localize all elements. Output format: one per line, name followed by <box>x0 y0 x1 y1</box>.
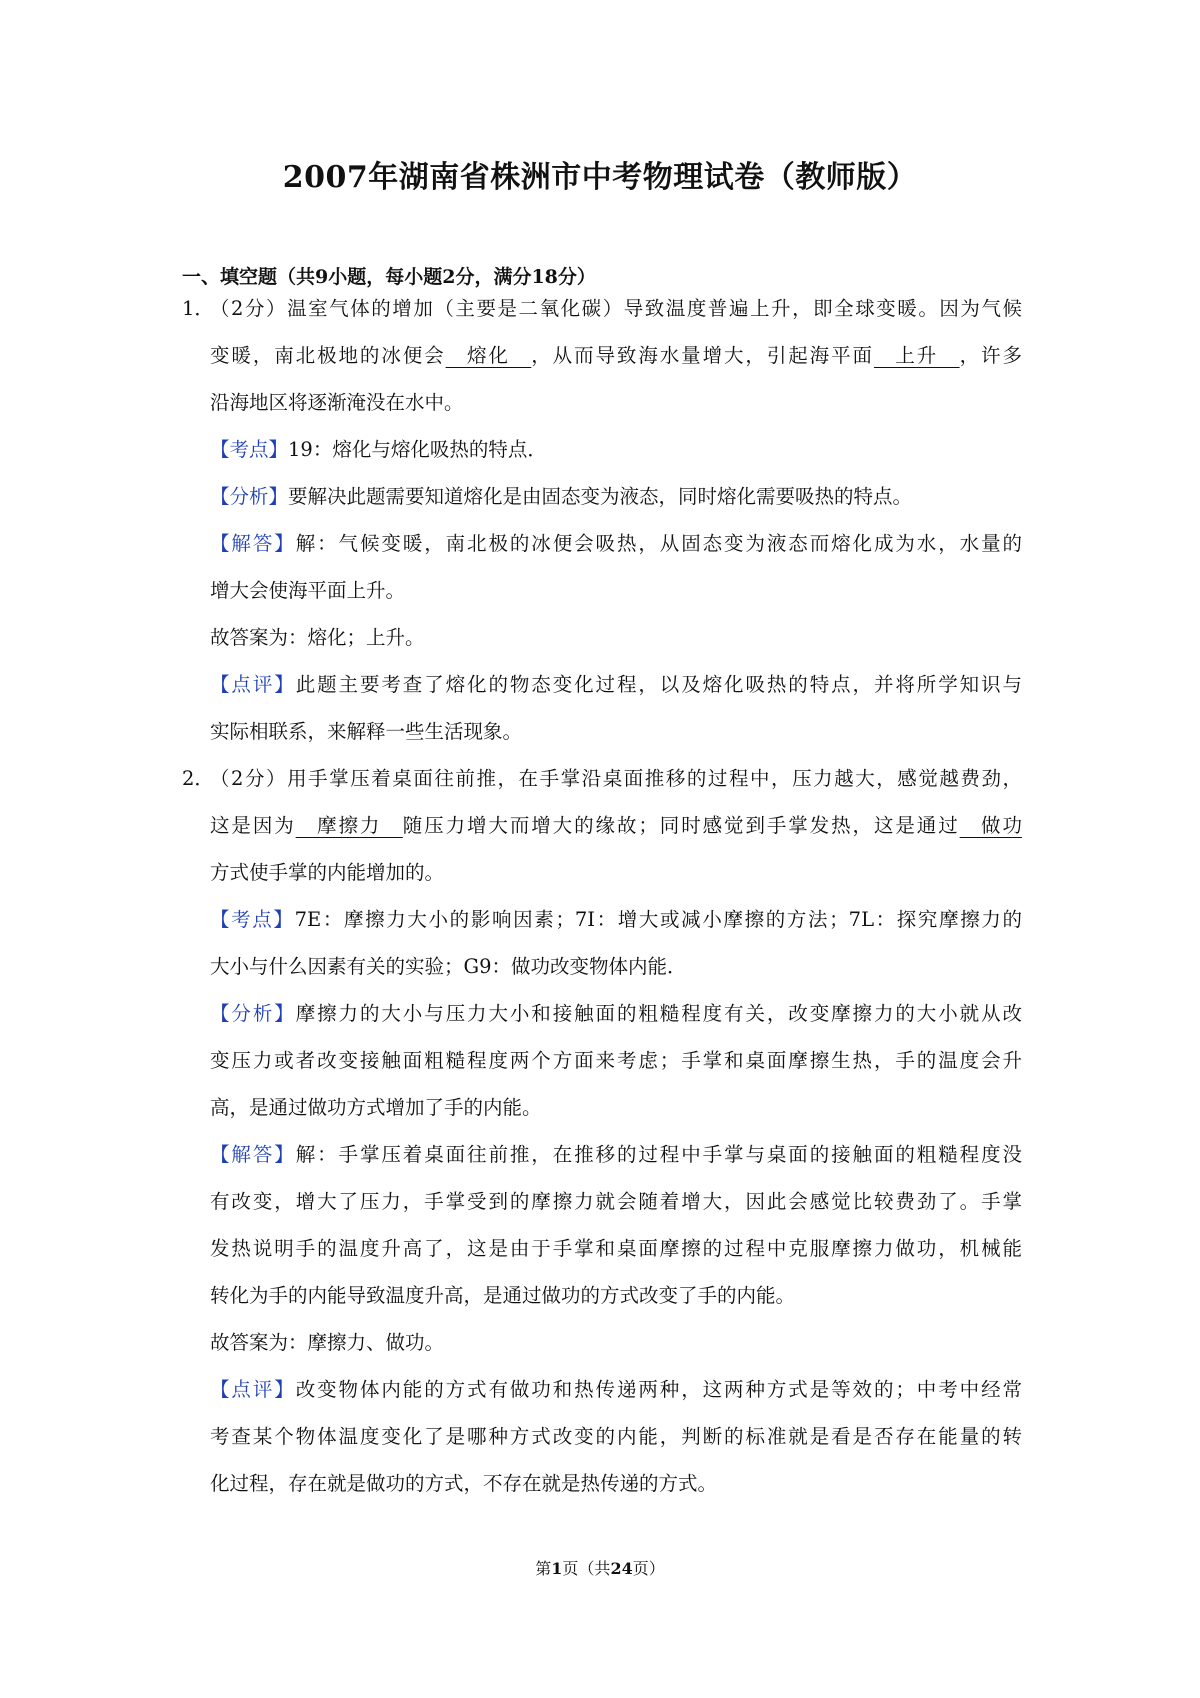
jieda-line-3: 发热说明手的温度升高了，这是由于手掌和桌面摩擦的过程中克服摩擦力做功，机械能 <box>210 1237 1022 1260</box>
jieda-line-1 <box>210 1131 1022 1178</box>
page-total: 24 <box>610 1559 633 1578</box>
question-number: 2． <box>182 767 214 790</box>
dianping-line-1 <box>210 1366 1022 1413</box>
question-text: （2分）用手掌压着桌面往前推，在手掌沿桌面推移的过程中，压力越大，感觉越费劲， <box>210 767 1022 790</box>
question-1-stem-line-1 <box>182 285 1022 332</box>
page-footer <box>0 1556 1200 1579</box>
kaodian-line-1 <box>210 896 1022 943</box>
fenxi-tag: 【分析】 <box>210 485 289 508</box>
question-2-stem-line-3: 方式使手掌的内能增加的。 <box>210 861 445 884</box>
answer-blank-2: 做功 <box>959 814 1022 837</box>
answer-blank-1: 摩擦力 <box>295 814 403 837</box>
footer-text: 页） <box>632 1559 665 1578</box>
dianping-text: 此题主要考查了熔化的物态变化过程，以及熔化吸热的特点，并将所学知识与 <box>295 673 1022 696</box>
jieda-line-4: 转化为手的内能导致温度升高，是通过做功的方式改变了手的内能。 <box>210 1284 796 1307</box>
fenxi-text: 摩擦力的大小与压力大小和接触面的粗糙程度有关，改变摩擦力的大小就从改 <box>295 1002 1022 1025</box>
section-heading: 一、填空题（共9小题，每小题2分，满分18分） <box>182 266 596 288</box>
kaodian-text: 7E：摩擦力大小的影响因素；7I：增大或减小摩擦的方法；7L：探究摩擦力的 <box>294 908 1022 931</box>
question-text: （2分）温室气体的增加（主要是二氧化碳）导致温度普遍上升，即全球变暖。因为气候 <box>210 297 1022 320</box>
dianping-line-1 <box>210 661 1022 708</box>
text-segment: 变暖，南北极地的冰便会 <box>210 344 446 367</box>
answer-summary: 故答案为：熔化；上升。 <box>210 626 425 649</box>
dianping-line-2: 实际相联系，来解释一些生活现象。 <box>210 720 523 743</box>
fenxi <box>210 473 1022 520</box>
dianping-line-2: 考查某个物体温度变化了是哪种方式改变的内能，判断的标准就是看是否存在能量的转 <box>210 1425 1022 1448</box>
question-1-stem-line-2 <box>210 332 1022 379</box>
question-number: 1． <box>182 297 214 320</box>
answer-blank-2: 上升 <box>873 344 960 367</box>
page-number: 1 <box>551 1559 563 1578</box>
answer-blank-1: 熔化 <box>445 344 532 367</box>
fenxi-tag: 【分析】 <box>210 1002 296 1025</box>
text-segment: ，从而导致海水量增大，引起海平面 <box>531 344 874 367</box>
fenxi-text: 要解决此题需要知道熔化是由固态变为液态，同时熔化需要吸热的特点。 <box>288 485 913 508</box>
question-2 <box>182 755 1022 1507</box>
text-segment: ，许多 <box>959 344 1022 367</box>
question-2-stem-line-2 <box>210 802 1022 849</box>
kaodian <box>210 426 1022 473</box>
dianping-tag: 【点评】 <box>210 673 296 696</box>
fenxi-line-3: 高，是通过做功方式增加了手的内能。 <box>210 1096 542 1119</box>
jieda-line-2: 增大会使海平面上升。 <box>210 579 406 602</box>
jieda-text: 解：手掌压着桌面往前推，在推移的过程中手掌与桌面的接触面的粗糙程度没 <box>295 1143 1022 1166</box>
jieda-line-2: 有改变，增大了压力，手掌受到的摩擦力就会随着增大，因此会感觉比较费劲了。手掌 <box>210 1190 1022 1213</box>
jieda-line-1 <box>210 520 1022 567</box>
dianping-text: 改变物体内能的方式有做功和热传递两种，这两种方式是等效的；中考中经常 <box>295 1378 1022 1401</box>
question-2-stem-line-1 <box>182 755 1022 802</box>
question-1-stem-line-3: 沿海地区将逐渐淹没在水中。 <box>210 391 464 414</box>
footer-text: 页（共 <box>562 1559 611 1578</box>
jieda-tag: 【解答】 <box>210 1143 296 1166</box>
dianping-line-3: 化过程，存在就是做功的方式，不存在就是热传递的方式。 <box>210 1472 718 1495</box>
question-1 <box>182 285 1022 755</box>
page-title: 2007年湖南省株洲市中考物理试卷（教师版） <box>282 160 918 195</box>
fenxi-line-1 <box>210 990 1022 1037</box>
footer-text: 第 <box>535 1559 552 1578</box>
jieda-tag: 【解答】 <box>210 532 296 555</box>
kaodian-line-2: 大小与什么因素有关的实验；G9：做功改变物体内能． <box>210 955 687 978</box>
text-segment: 随压力增大而增大的缘故；同时感觉到手掌发热，这是通过 <box>402 814 960 837</box>
fenxi-line-2: 变压力或者改变接触面粗糙程度两个方面来考虑；手掌和桌面摩擦生热，手的温度会升 <box>210 1049 1022 1072</box>
kaodian-text: 19：熔化与熔化吸热的特点． <box>288 438 547 461</box>
text-segment: 这是因为 <box>210 814 296 837</box>
kaodian-tag: 【考点】 <box>210 438 289 461</box>
answer-summary: 故答案为：摩擦力、做功。 <box>210 1331 445 1354</box>
kaodian-tag: 【考点】 <box>210 908 295 931</box>
dianping-tag: 【点评】 <box>210 1378 296 1401</box>
jieda-text: 解：气候变暖，南北极的冰便会吸热，从固态变为液态而熔化成为水，水量的 <box>295 532 1022 555</box>
